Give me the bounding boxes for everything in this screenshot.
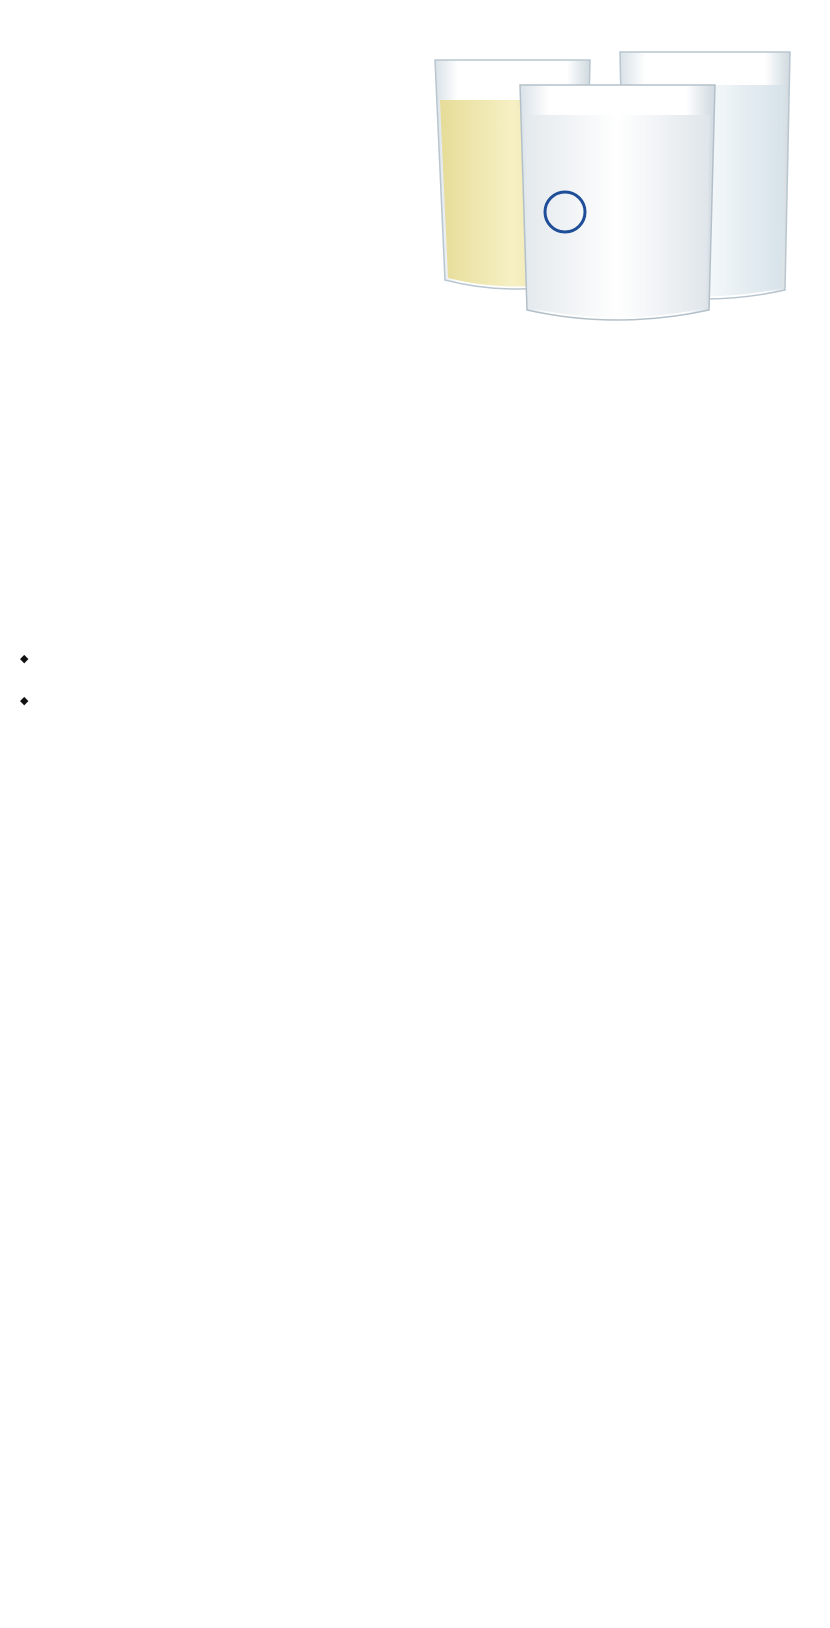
product-photo (425, 40, 810, 330)
beaker-white (520, 85, 715, 320)
feature-item: ◆ (20, 694, 29, 707)
feature-item: ◆ (20, 652, 29, 665)
